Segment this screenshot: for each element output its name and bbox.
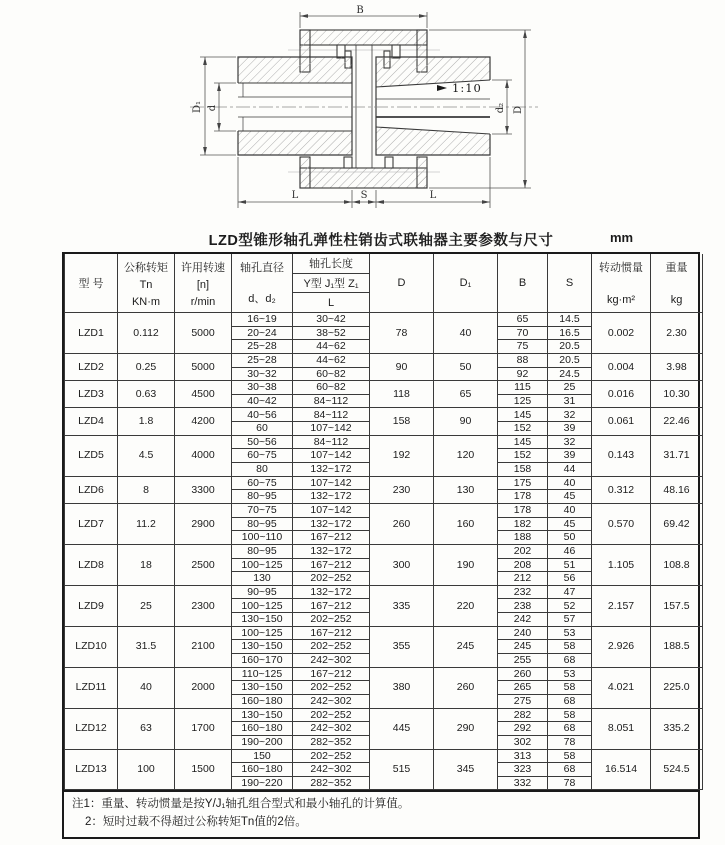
speed-cell: 4200	[175, 408, 232, 435]
sleeve-bottom	[300, 157, 427, 188]
bore-diameter-cell: 130~150	[232, 613, 293, 627]
col-D: D	[370, 254, 434, 313]
spec-row	[65, 313, 703, 327]
bore-length-cell: 60~82	[293, 381, 370, 395]
B-cell: 240	[498, 626, 548, 640]
D-cell: 192	[370, 435, 434, 476]
D1-cell: 40	[434, 313, 498, 354]
bore-length-cell: 167~212	[293, 531, 370, 545]
S-cell: 57	[548, 613, 592, 627]
S-cell: 24.5	[548, 367, 592, 381]
speed-cell: 5000	[175, 353, 232, 380]
spec-row	[65, 749, 703, 763]
bore-length-cell: 242~302	[293, 654, 370, 668]
B-cell: 115	[498, 381, 548, 395]
col-S: S	[548, 254, 592, 313]
left-hub	[238, 57, 352, 155]
col-bore-length: 轴孔长度 Y型 J₁型 Z₁ L	[293, 254, 370, 313]
weight-cell: 10.30	[651, 381, 703, 408]
torque-cell: 40	[118, 667, 175, 708]
dim-S: S	[360, 190, 368, 201]
bore-length-cell: 242~302	[293, 763, 370, 777]
spec-table	[64, 254, 703, 790]
S-cell: 58	[548, 640, 592, 654]
bore-diameter-cell: 60~75	[232, 449, 293, 463]
D1-cell: 160	[434, 503, 498, 544]
spec-row	[65, 435, 703, 449]
B-cell: 152	[498, 422, 548, 436]
bore-length-cell: 167~212	[293, 626, 370, 640]
model-cell: LZD4	[65, 408, 118, 435]
spec-table-body	[65, 313, 703, 790]
bore-length-cell: 202~252	[293, 749, 370, 763]
bore-diameter-cell: 40~42	[232, 394, 293, 408]
bore-diameter-cell: 60~75	[232, 476, 293, 490]
S-cell: 68	[548, 654, 592, 668]
bore-length-cell: 107~142	[293, 449, 370, 463]
bore-length-cell: 167~212	[293, 558, 370, 572]
speed-cell: 2100	[175, 626, 232, 667]
S-cell: 32	[548, 435, 592, 449]
D-cell: 90	[370, 353, 434, 380]
bore-length-cell: 202~252	[293, 681, 370, 695]
spec-table-frame	[62, 252, 700, 839]
speed-cell: 5000	[175, 313, 232, 354]
weight-cell: 2.30	[651, 313, 703, 354]
spec-row	[65, 626, 703, 640]
B-cell: 265	[498, 681, 548, 695]
model-cell: LZD5	[65, 435, 118, 476]
col-inertia: 转动惯量 kg·m²	[592, 254, 651, 313]
D1-cell: 90	[434, 408, 498, 435]
bore-diameter-cell: 100~110	[232, 531, 293, 545]
B-cell: 238	[498, 599, 548, 613]
right-hub	[376, 57, 490, 155]
bore-diameter-cell: 160~180	[232, 722, 293, 736]
inertia-cell: 0.016	[592, 381, 651, 408]
dim-L-left: L	[291, 190, 299, 201]
torque-cell: 100	[118, 749, 175, 790]
D-cell: 118	[370, 381, 434, 408]
D-cell: 445	[370, 708, 434, 749]
S-cell: 68	[548, 722, 592, 736]
dim-d2: d₂	[495, 102, 506, 114]
inertia-cell: 1.105	[592, 544, 651, 585]
dim-L-right: L	[429, 190, 437, 201]
weight-cell: 188.5	[651, 626, 703, 667]
bore-length-cell: 84~112	[293, 394, 370, 408]
bore-diameter-cell: 100~125	[232, 558, 293, 572]
bore-length-cell: 282~352	[293, 776, 370, 790]
D-cell: 380	[370, 667, 434, 708]
speed-cell: 4500	[175, 381, 232, 408]
bore-diameter-cell: 160~170	[232, 654, 293, 668]
S-cell: 68	[548, 763, 592, 777]
col-bore-diameter: 轴孔直径 d、d₂	[232, 254, 293, 313]
B-cell: 125	[498, 394, 548, 408]
B-cell: 178	[498, 490, 548, 504]
B-cell: 88	[498, 353, 548, 367]
bore-diameter-cell: 130~150	[232, 681, 293, 695]
note-2: 2：短时过载不得超过公称转矩Tn值的2倍。	[85, 815, 307, 828]
torque-cell: 0.112	[118, 313, 175, 354]
B-cell: 152	[498, 449, 548, 463]
bore-length-cell: 202~252	[293, 640, 370, 654]
torque-cell: 18	[118, 544, 175, 585]
weight-cell: 225.0	[651, 667, 703, 708]
bore-diameter-cell: 130	[232, 572, 293, 586]
B-cell: 212	[498, 572, 548, 586]
bore-diameter-cell: 100~125	[232, 626, 293, 640]
S-cell: 52	[548, 599, 592, 613]
torque-cell: 1.8	[118, 408, 175, 435]
bore-diameter-cell: 130~150	[232, 640, 293, 654]
S-cell: 53	[548, 626, 592, 640]
model-cell: LZD6	[65, 476, 118, 503]
torque-cell: 8	[118, 476, 175, 503]
weight-cell: 69.42	[651, 503, 703, 544]
B-cell: 255	[498, 654, 548, 668]
note-1: 注1：重量、转动惯量是按Y/J₁轴孔组合型式和最小轴孔的计算值。	[72, 798, 410, 811]
table-notes	[64, 790, 698, 837]
B-cell: 245	[498, 640, 548, 654]
bore-length-cell: 132~172	[293, 544, 370, 558]
D-cell: 230	[370, 476, 434, 503]
D-cell: 355	[370, 626, 434, 667]
bore-diameter-cell: 80~95	[232, 544, 293, 558]
bore-diameter-cell: 25~28	[232, 353, 293, 367]
D1-cell: 290	[434, 708, 498, 749]
B-cell: 242	[498, 613, 548, 627]
D1-cell: 345	[434, 749, 498, 790]
bore-length-cell: 84~112	[293, 408, 370, 422]
speed-cell: 2500	[175, 544, 232, 585]
spec-row	[65, 585, 703, 599]
bore-length-cell: 84~112	[293, 435, 370, 449]
inertia-cell: 8.051	[592, 708, 651, 749]
D-cell: 78	[370, 313, 434, 354]
bore-diameter-cell: 160~180	[232, 694, 293, 708]
B-cell: 175	[498, 476, 548, 490]
S-cell: 58	[548, 708, 592, 722]
bore-length-cell: 167~212	[293, 599, 370, 613]
inertia-cell: 4.021	[592, 667, 651, 708]
bore-length-cell: 282~352	[293, 735, 370, 749]
inertia-cell: 0.061	[592, 408, 651, 435]
bore-length-cell: 107~142	[293, 503, 370, 517]
col-model: 型 号	[65, 254, 118, 313]
speed-cell: 1700	[175, 708, 232, 749]
S-cell: 58	[548, 681, 592, 695]
spec-row	[65, 667, 703, 681]
inertia-cell: 0.004	[592, 353, 651, 380]
bore-diameter-cell: 16~19	[232, 313, 293, 327]
S-cell: 20.5	[548, 340, 592, 354]
weight-cell: 108.8	[651, 544, 703, 585]
D1-cell: 245	[434, 626, 498, 667]
S-cell: 39	[548, 422, 592, 436]
model-cell: LZD10	[65, 626, 118, 667]
S-cell: 78	[548, 735, 592, 749]
bore-length-cell: 132~172	[293, 490, 370, 504]
weight-cell: 22.46	[651, 408, 703, 435]
B-cell: 302	[498, 735, 548, 749]
weight-cell: 524.5	[651, 749, 703, 790]
bore-length-cell: 60~82	[293, 367, 370, 381]
bore-length-cell: 167~212	[293, 667, 370, 681]
D-cell: 335	[370, 585, 434, 626]
bore-diameter-cell: 190~200	[232, 735, 293, 749]
bore-diameter-cell: 190~220	[232, 776, 293, 790]
torque-cell: 11.2	[118, 503, 175, 544]
S-cell: 51	[548, 558, 592, 572]
model-cell: LZD7	[65, 503, 118, 544]
D1-cell: 220	[434, 585, 498, 626]
D1-cell: 65	[434, 381, 498, 408]
torque-cell: 25	[118, 585, 175, 626]
D1-cell: 50	[434, 353, 498, 380]
torque-cell: 0.25	[118, 353, 175, 380]
bore-length-cell: 132~172	[293, 463, 370, 477]
spec-row	[65, 544, 703, 558]
model-cell: LZD2	[65, 353, 118, 380]
inertia-cell: 0.143	[592, 435, 651, 476]
speed-cell: 2300	[175, 585, 232, 626]
bore-length-cell: 38~52	[293, 326, 370, 340]
bore-length-cell: 30~42	[293, 313, 370, 327]
dim-d: d	[207, 104, 218, 112]
weight-cell: 335.2	[651, 708, 703, 749]
bore-length-cell: 202~252	[293, 572, 370, 586]
S-cell: 16.5	[548, 326, 592, 340]
bore-diameter-cell: 30~38	[232, 381, 293, 395]
bore-diameter-cell: 80~95	[232, 517, 293, 531]
D-cell: 158	[370, 408, 434, 435]
S-cell: 45	[548, 490, 592, 504]
model-cell: LZD3	[65, 381, 118, 408]
B-cell: 313	[498, 749, 548, 763]
col-D1: D₁	[434, 254, 498, 313]
bore-diameter-cell: 70~75	[232, 503, 293, 517]
bore-diameter-cell: 90~95	[232, 585, 293, 599]
S-cell: 25	[548, 381, 592, 395]
B-cell: 202	[498, 544, 548, 558]
torque-cell: 31.5	[118, 626, 175, 667]
spec-row	[65, 503, 703, 517]
D1-cell: 260	[434, 667, 498, 708]
bore-length-cell: 242~302	[293, 722, 370, 736]
bore-length-cell: 132~172	[293, 585, 370, 599]
col-speed: 许用转速 [n] r/min	[175, 254, 232, 313]
B-cell: 158	[498, 463, 548, 477]
S-cell: 68	[548, 694, 592, 708]
S-cell: 46	[548, 544, 592, 558]
S-cell: 31	[548, 394, 592, 408]
col-torque: 公称转矩 Tn KN·m	[118, 254, 175, 313]
bore-diameter-cell: 130~150	[232, 708, 293, 722]
S-cell: 58	[548, 749, 592, 763]
B-cell: 178	[498, 503, 548, 517]
taper-label: 1:10	[452, 81, 482, 95]
speed-cell: 2000	[175, 667, 232, 708]
inertia-cell: 0.570	[592, 503, 651, 544]
D1-cell: 190	[434, 544, 498, 585]
bore-diameter-cell: 60	[232, 422, 293, 436]
B-cell: 275	[498, 694, 548, 708]
bore-diameter-cell: 50~56	[232, 435, 293, 449]
D-cell: 515	[370, 749, 434, 790]
B-cell: 323	[498, 763, 548, 777]
B-cell: 282	[498, 708, 548, 722]
torque-cell: 63	[118, 708, 175, 749]
S-cell: 39	[548, 449, 592, 463]
spec-row	[65, 708, 703, 722]
B-cell: 182	[498, 517, 548, 531]
model-cell: LZD1	[65, 313, 118, 354]
B-cell: 145	[498, 408, 548, 422]
weight-cell: 157.5	[651, 585, 703, 626]
bore-diameter-cell: 25~28	[232, 340, 293, 354]
weight-cell: 31.71	[651, 435, 703, 476]
bore-length-cell: 44~62	[293, 353, 370, 367]
S-cell: 20.5	[548, 353, 592, 367]
torque-cell: 4.5	[118, 435, 175, 476]
B-cell: 65	[498, 313, 548, 327]
S-cell: 78	[548, 776, 592, 790]
spec-row	[65, 476, 703, 490]
inertia-cell: 0.002	[592, 313, 651, 354]
bore-length-cell: 202~252	[293, 613, 370, 627]
S-cell: 44	[548, 463, 592, 477]
S-cell: 40	[548, 503, 592, 517]
spec-row	[65, 353, 703, 367]
dim-D: D	[513, 105, 524, 115]
bore-length-cell: 44~62	[293, 340, 370, 354]
col-B: B	[498, 254, 548, 313]
inertia-cell: 2.157	[592, 585, 651, 626]
B-cell: 260	[498, 667, 548, 681]
S-cell: 40	[548, 476, 592, 490]
B-cell: 145	[498, 435, 548, 449]
bore-diameter-cell: 80~95	[232, 490, 293, 504]
S-cell: 45	[548, 517, 592, 531]
bore-diameter-cell: 110~125	[232, 667, 293, 681]
page-title: LZD型锥形轴孔弹性柱销齿式联轴器主要参数与尺寸	[208, 233, 554, 249]
B-cell: 70	[498, 326, 548, 340]
dim-D1: D₁	[192, 100, 203, 114]
B-cell: 232	[498, 585, 548, 599]
D-cell: 260	[370, 503, 434, 544]
S-cell: 56	[548, 572, 592, 586]
B-cell: 92	[498, 367, 548, 381]
title-row	[62, 229, 700, 249]
speed-cell: 3300	[175, 476, 232, 503]
D1-cell: 120	[434, 435, 498, 476]
bore-diameter-cell: 100~125	[232, 599, 293, 613]
coupling-section-drawing	[0, 0, 725, 228]
S-cell: 14.5	[548, 313, 592, 327]
bore-length-cell: 132~172	[293, 517, 370, 531]
model-cell: LZD13	[65, 749, 118, 790]
bore-diameter-cell: 150	[232, 749, 293, 763]
weight-cell: 3.98	[651, 353, 703, 380]
torque-cell: 0.63	[118, 381, 175, 408]
model-cell: LZD11	[65, 667, 118, 708]
S-cell: 53	[548, 667, 592, 681]
bore-length-cell: 107~142	[293, 422, 370, 436]
unit-label: mm	[610, 230, 634, 245]
bore-length-cell: 242~302	[293, 694, 370, 708]
bore-length-cell: 107~142	[293, 476, 370, 490]
B-cell: 292	[498, 722, 548, 736]
bore-length-cell: 202~252	[293, 708, 370, 722]
bore-diameter-cell: 40~56	[232, 408, 293, 422]
spec-row	[65, 408, 703, 422]
S-cell: 50	[548, 531, 592, 545]
bore-diameter-cell: 160~180	[232, 763, 293, 777]
model-cell: LZD9	[65, 585, 118, 626]
model-cell: LZD8	[65, 544, 118, 585]
B-cell: 75	[498, 340, 548, 354]
speed-cell: 1500	[175, 749, 232, 790]
model-cell: LZD12	[65, 708, 118, 749]
dim-B: B	[356, 5, 364, 16]
bore-diameter-cell: 20~24	[232, 326, 293, 340]
spec-row	[65, 381, 703, 395]
spec-table-header	[65, 254, 703, 313]
col-weight: 重量 kg	[651, 254, 703, 313]
inertia-cell: 16.514	[592, 749, 651, 790]
weight-cell: 48.16	[651, 476, 703, 503]
bore-diameter-cell: 80	[232, 463, 293, 477]
B-cell: 188	[498, 531, 548, 545]
S-cell: 32	[548, 408, 592, 422]
speed-cell: 4000	[175, 435, 232, 476]
inertia-cell: 0.312	[592, 476, 651, 503]
bore-diameter-cell: 30~32	[232, 367, 293, 381]
inertia-cell: 2.926	[592, 626, 651, 667]
B-cell: 332	[498, 776, 548, 790]
speed-cell: 2900	[175, 503, 232, 544]
B-cell: 208	[498, 558, 548, 572]
D1-cell: 130	[434, 476, 498, 503]
D-cell: 300	[370, 544, 434, 585]
S-cell: 47	[548, 585, 592, 599]
